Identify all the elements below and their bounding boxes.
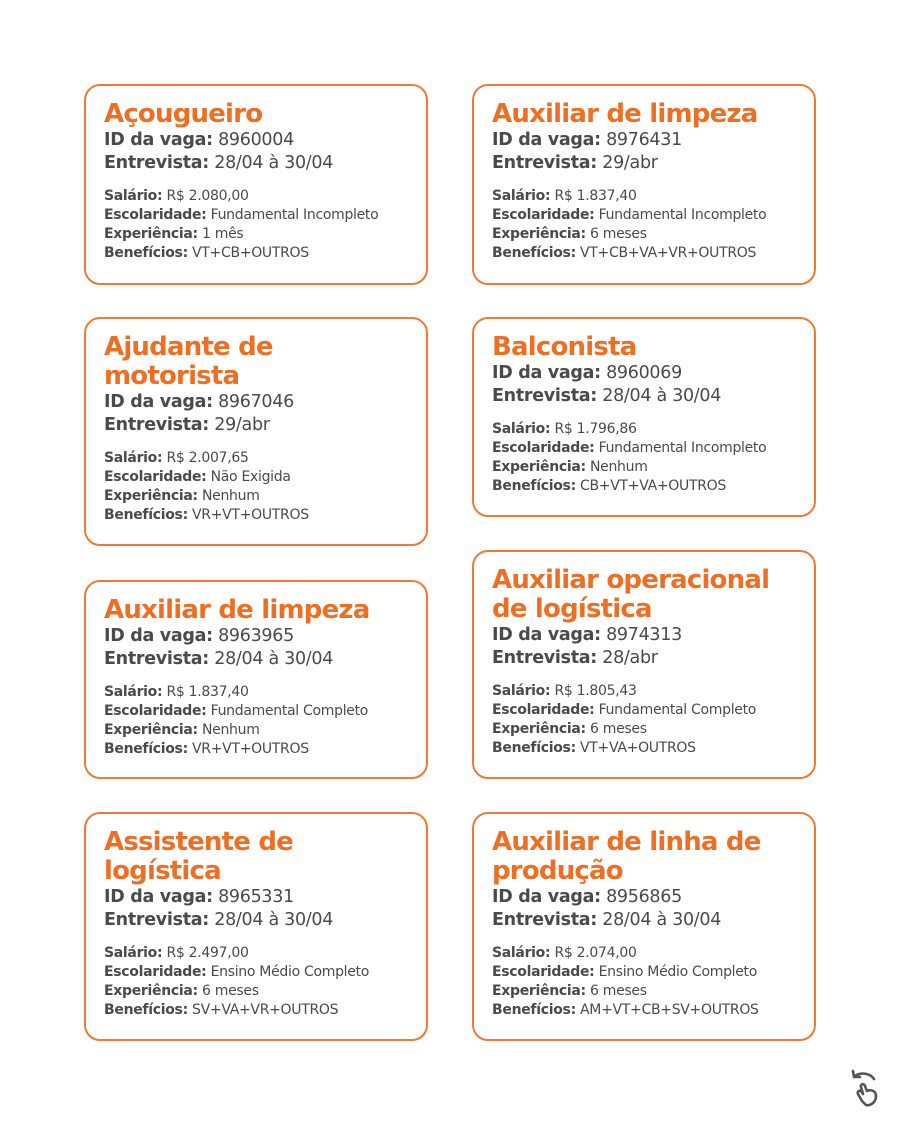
education-label: Escolaridade:: [104, 703, 207, 719]
education-row: [104, 468, 410, 487]
salary-row: [104, 187, 410, 206]
salary-row: [492, 187, 798, 206]
job-title: Auxiliar de linha de produção: [492, 827, 761, 886]
job-id-row: [104, 625, 410, 648]
job-id-row: [492, 624, 798, 647]
salary-value: R$ 1.837,40: [554, 188, 637, 204]
experience-label: Experiência:: [104, 488, 198, 504]
experience-row: [492, 982, 798, 1001]
job-id-value: 8976431: [606, 130, 682, 150]
experience-label: Experiência:: [104, 983, 198, 999]
experience-row: [104, 982, 410, 1001]
benefits-label: Benefícios:: [104, 741, 188, 757]
interview-value: 28/04 à 30/04: [214, 649, 334, 669]
job-id-value: 8956865: [606, 887, 682, 907]
job-card: [84, 84, 428, 285]
experience-value: 6 meses: [589, 226, 647, 242]
education-value: Não Exigida: [210, 469, 291, 485]
experience-value: Nenhum: [201, 488, 260, 504]
salary-row: [492, 420, 798, 439]
interview-label: Entrevista:: [492, 910, 597, 930]
interview-row: [492, 385, 798, 408]
benefits-label: Benefícios:: [492, 1002, 576, 1018]
salary-label: Salário:: [492, 421, 551, 437]
benefits-row: [492, 739, 798, 758]
job-id-row: [492, 362, 798, 385]
salary-label: Salário:: [492, 188, 551, 204]
job-id-label: ID da vaga:: [492, 130, 601, 150]
education-value: Ensino Médio Completo: [210, 964, 370, 980]
salary-value: R$ 1.805,43: [554, 683, 637, 699]
experience-label: Experiência:: [492, 459, 586, 475]
benefits-label: Benefícios:: [492, 740, 576, 756]
job-title: Auxiliar de limpeza: [104, 595, 370, 625]
experience-value: Nenhum: [201, 722, 260, 738]
job-id-label: ID da vaga:: [492, 363, 601, 383]
salary-value: R$ 2.007,65: [166, 450, 249, 466]
benefits-row: [104, 740, 410, 759]
job-card: [472, 317, 816, 517]
job-card: [472, 812, 816, 1041]
experience-row: [104, 225, 410, 244]
benefits-label: Benefícios:: [492, 245, 576, 261]
benefits-value: VR+VT+OUTROS: [192, 741, 309, 757]
benefits-label: Benefícios:: [104, 507, 188, 523]
job-id-label: ID da vaga:: [104, 626, 213, 646]
job-id-label: ID da vaga:: [104, 392, 213, 412]
education-value: Fundamental Incompleto: [598, 207, 767, 223]
interview-label: Entrevista:: [492, 648, 597, 668]
interview-row: [104, 414, 410, 437]
experience-label: Experiência:: [492, 983, 586, 999]
education-value: Ensino Médio Completo: [598, 964, 758, 980]
benefits-value: SV+VA+VR+OUTROS: [192, 1002, 339, 1018]
interview-value: 29/abr: [602, 153, 658, 173]
benefits-value: VT+CB+OUTROS: [192, 245, 309, 261]
salary-value: R$ 1.837,40: [166, 684, 249, 700]
education-label: Escolaridade:: [104, 207, 207, 223]
experience-label: Experiência:: [104, 226, 198, 242]
salary-row: [492, 944, 798, 963]
job-id-value: 8960069: [606, 363, 682, 383]
benefits-row: [104, 1001, 410, 1020]
benefits-value: VT+CB+VA+VR+OUTROS: [580, 245, 757, 261]
experience-label: Experiência:: [492, 226, 586, 242]
experience-value: 1 mês: [201, 226, 244, 242]
salary-row: [104, 683, 410, 702]
salary-row: [492, 682, 798, 701]
interview-value: 29/abr: [214, 415, 270, 435]
experience-value: 6 meses: [589, 983, 647, 999]
education-row: [492, 439, 798, 458]
job-title: Balconista: [492, 332, 637, 362]
job-id-value: 8974313: [606, 625, 682, 645]
job-id-row: [104, 886, 410, 909]
interview-label: Entrevista:: [104, 153, 209, 173]
interview-label: Entrevista:: [104, 910, 209, 930]
benefits-label: Benefícios:: [104, 1002, 188, 1018]
interview-row: [104, 909, 410, 932]
salary-value: R$ 2.074,00: [554, 945, 637, 961]
job-id-label: ID da vaga:: [104, 887, 213, 907]
job-id-value: 8967046: [218, 392, 294, 412]
salary-label: Salário:: [104, 188, 163, 204]
education-label: Escolaridade:: [492, 207, 595, 223]
experience-value: 6 meses: [589, 721, 647, 737]
benefits-value: CB+VT+VA+OUTROS: [580, 478, 726, 494]
interview-value: 28/04 à 30/04: [214, 910, 334, 930]
benefits-label: Benefícios:: [104, 245, 188, 261]
interview-value: 28/04 à 30/04: [602, 386, 722, 406]
job-card: [472, 550, 816, 779]
job-id-row: [492, 129, 798, 152]
job-card: [84, 812, 428, 1041]
experience-row: [104, 487, 410, 506]
interview-value: 28/abr: [602, 648, 658, 668]
job-id-value: 8965331: [218, 887, 294, 907]
salary-label: Salário:: [104, 450, 163, 466]
benefits-row: [492, 477, 798, 496]
job-title: Auxiliar operacional de logística: [492, 565, 770, 624]
interview-label: Entrevista:: [492, 386, 597, 406]
education-row: [492, 701, 798, 720]
experience-value: Nenhum: [589, 459, 648, 475]
benefits-row: [104, 506, 410, 525]
education-value: Fundamental Incompleto: [210, 207, 379, 223]
interview-row: [492, 909, 798, 932]
salary-row: [104, 944, 410, 963]
interview-row: [492, 647, 798, 670]
job-id-value: 8963965: [218, 626, 294, 646]
interview-label: Entrevista:: [104, 649, 209, 669]
benefits-value: VT+VA+OUTROS: [580, 740, 696, 756]
benefits-label: Benefícios:: [492, 478, 576, 494]
job-id-row: [104, 129, 410, 152]
experience-label: Experiência:: [104, 722, 198, 738]
job-title: Ajudante de motorista: [104, 332, 273, 391]
job-id-label: ID da vaga:: [104, 130, 213, 150]
benefits-value: VR+VT+OUTROS: [192, 507, 309, 523]
salary-label: Salário:: [104, 945, 163, 961]
salary-value: R$ 2.080,00: [166, 188, 249, 204]
education-row: [492, 206, 798, 225]
interview-row: [492, 152, 798, 175]
job-card: [472, 84, 816, 285]
education-row: [104, 206, 410, 225]
job-card: [84, 580, 428, 779]
interview-label: Entrevista:: [104, 415, 209, 435]
interview-value: 28/04 à 30/04: [214, 153, 334, 173]
salary-value: R$ 1.796,86: [554, 421, 637, 437]
benefits-value: AM+VT+CB+SV+OUTROS: [580, 1002, 759, 1018]
swipe-hand-icon: [845, 1067, 885, 1111]
experience-row: [104, 721, 410, 740]
interview-value: 28/04 à 30/04: [602, 910, 722, 930]
education-label: Escolaridade:: [492, 964, 595, 980]
benefits-row: [492, 244, 798, 263]
salary-row: [104, 449, 410, 468]
experience-value: 6 meses: [201, 983, 259, 999]
interview-row: [104, 648, 410, 671]
salary-value: R$ 2.497,00: [166, 945, 249, 961]
education-label: Escolaridade:: [492, 440, 595, 456]
education-value: Fundamental Completo: [210, 703, 369, 719]
education-label: Escolaridade:: [104, 469, 207, 485]
education-label: Escolaridade:: [104, 964, 207, 980]
salary-label: Salário:: [492, 945, 551, 961]
education-row: [492, 963, 798, 982]
job-title: Açougueiro: [104, 99, 263, 129]
benefits-row: [492, 1001, 798, 1020]
job-id-label: ID da vaga:: [492, 887, 601, 907]
experience-row: [492, 458, 798, 477]
job-title: Auxiliar de limpeza: [492, 99, 758, 129]
education-value: Fundamental Completo: [598, 702, 757, 718]
salary-label: Salário:: [104, 684, 163, 700]
job-id-row: [492, 886, 798, 909]
education-label: Escolaridade:: [492, 702, 595, 718]
interview-row: [104, 152, 410, 175]
job-card: [84, 317, 428, 546]
salary-label: Salário:: [492, 683, 551, 699]
job-id-value: 8960004: [218, 130, 294, 150]
education-row: [104, 963, 410, 982]
experience-row: [492, 720, 798, 739]
job-title: Assistente de logística: [104, 827, 293, 886]
benefits-row: [104, 244, 410, 263]
job-id-label: ID da vaga:: [492, 625, 601, 645]
education-row: [104, 702, 410, 721]
job-id-row: [104, 391, 410, 414]
interview-label: Entrevista:: [492, 153, 597, 173]
experience-label: Experiência:: [492, 721, 586, 737]
education-value: Fundamental Incompleto: [598, 440, 767, 456]
experience-row: [492, 225, 798, 244]
